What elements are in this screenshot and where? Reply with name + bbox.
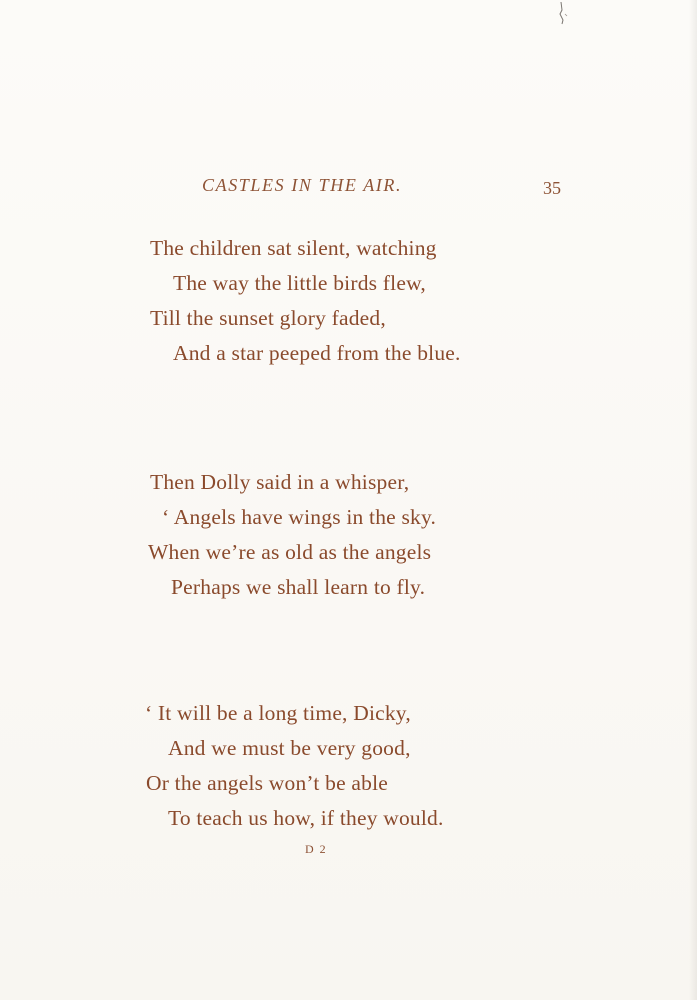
signature-mark: D 2 [305,842,328,856]
running-title: CASTLES IN THE AIR. [202,175,403,195]
verse-line: Perhaps we shall learn to fly. [171,575,426,599]
verse-line: ‘ It will be a long time, Dicky, [145,701,411,725]
verse-line: Till the sunset glory faded, [150,306,386,330]
verse-line: Or the angels won’t be able [146,771,389,795]
verse-line: When we’re as old as the angels [148,540,432,564]
verse-line: To teach us how, if they would. [168,806,444,830]
verse-line: Then Dolly said in a whisper, [150,470,410,494]
page-number: 35 [543,178,561,198]
verse-line: ‘ Angels have wings in the sky. [162,505,437,529]
verse-line: The children sat silent, watching [150,236,437,260]
page-edge-shadow [689,0,697,1000]
pencil-mark-icon [556,0,570,26]
verse-line: And we must be very good, [168,736,411,760]
verse-line: The way the little birds flew, [173,271,426,295]
verse-line: And a star peeped from the blue. [173,341,461,365]
